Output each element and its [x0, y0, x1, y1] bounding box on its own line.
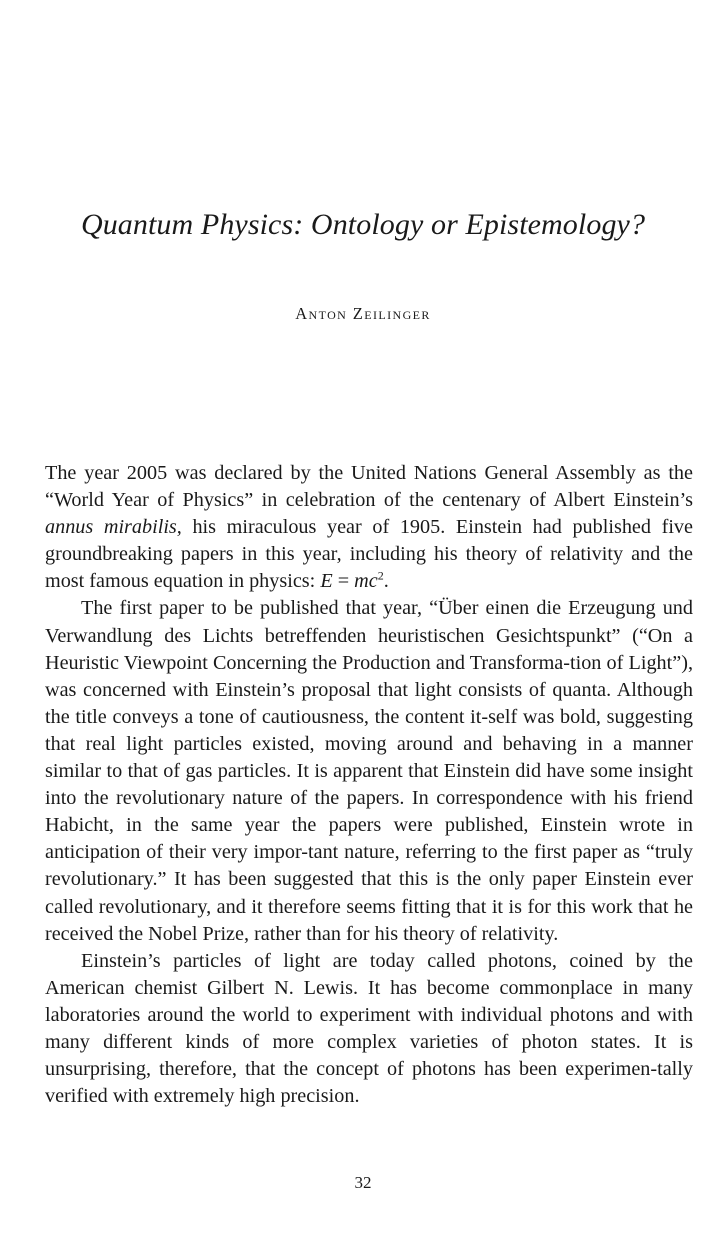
- page-number: 32: [354, 1173, 372, 1192]
- paragraph-1-text-b: his miraculous year of 1905. Einstein had published five groundbreaking papers in this year, including his theory of relativity and the most famous equation in physics:: [45, 516, 693, 593]
- equation-energy: E: [320, 570, 333, 593]
- paragraph-3: Einstein’s particles of light are today called photons, coined by the American chemist Gilbert N. Lewis. It has become commonplace in many laboratories around the world to experiment with individual photons and with many different kinds of more complex varieties of photon states. It is unsurprising, therefore, that the concept of photons has been experimen-tally verified with extremely high precision.: [45, 949, 693, 1108]
- paragraph-1-end: .: [383, 570, 389, 593]
- chapter-author: Anton Zeilinger: [295, 304, 431, 323]
- equation-mass-c: mc: [354, 570, 378, 593]
- paragraph-2: The first paper to be published that year, “Über einen die Erzeugung und Verwandlung des Lichts betreffenden heuristischen Gesichtspunkt” (“On a Heuristic Viewpoint Concerning the Production and Transforma-tion of Light”), was concerned with Einstein’s proposal that light consists of quanta. Although the title conveys a tone of cautiousness, the content it-self was bold, suggesting that real light particles existed, moving around and behaving in a manner similar to that of gas particles. It is apparent that Einstein did have some insight into the revolutionary nature of the papers. In correspondence with his friend Habicht, in the same year the papers were published, Einstein wrote in anticipation of their very impor-tant nature, referring to the first paper as “truly revolutionary.” It has been suggested that this is the only paper Einstein ever called revolutionary, and it therefore seems fitting that it is for this work that he received the Nobel Prize, rather than for his theory of relativity.: [45, 597, 693, 945]
- equation-exponent: 2: [377, 568, 384, 583]
- body-text: [45, 460, 693, 1110]
- equation-equals: =: [332, 570, 355, 593]
- chapter-title: Quantum Physics: Ontology or Epistemology?: [80, 208, 646, 241]
- paragraph-1-text-a: The year 2005 was declared by the United Nations General Assembly as the “World Year of Physics” in celebration of the centenary of Albert Einstein’s: [45, 462, 693, 512]
- latin-phrase: annus mirabilis,: [45, 516, 182, 539]
- paragraph-1: [45, 460, 693, 595]
